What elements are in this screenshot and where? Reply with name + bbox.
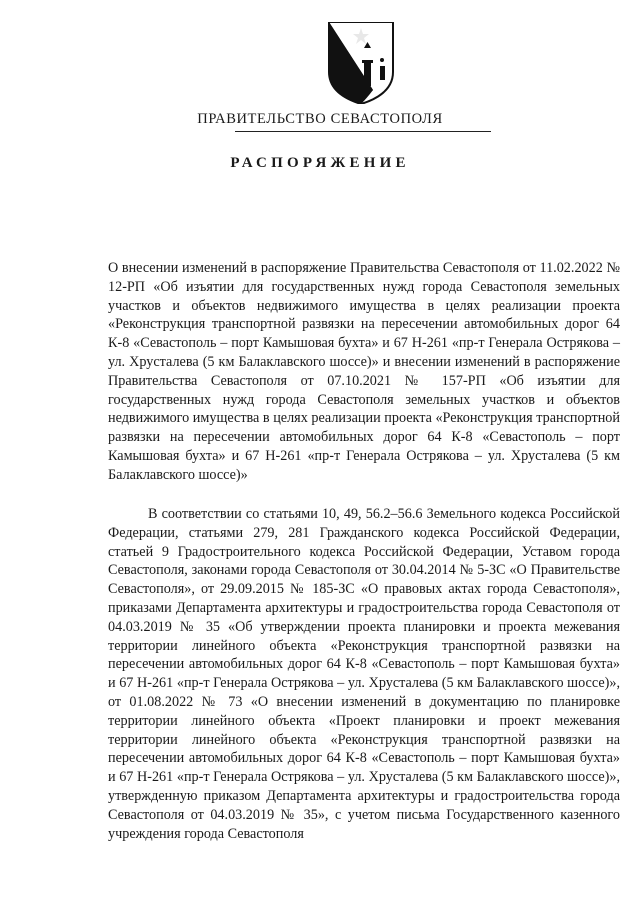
document-type-title: РАСПОРЯЖЕНИЕ [230, 155, 410, 171]
sevastopol-coat-of-arms-emblem [327, 22, 395, 104]
organization-name: ПРАВИТЕЛЬСТВО СЕВАСТОПОЛЯ [197, 111, 443, 127]
document-subject: О внесении изменений в распоряжение Правительства Севастополя от 11.02.2022 № 12-РП «Об изъятии для государственных нужд города Севастополя земельных участков и объектов недвижимого имущества в целях реализации проекта «Реконструкция транспортной развязки на пересечении автомобильных дорог 64 К-8 «Севастополь – порт Камышовая бухта» и 67 Н-261 «пр-т Генерала Острякова – ул. Хрусталева (5 км Балаклавского шоссе)» и внесении изменений в распоряжение Правительства Севастополя от 07.10.2021 № 157-РП «Об изъятии для государственных нужд города Севастополя земельных участков и объектов недвижимого имущества в целях реализации проекта «Реконструкция транспортной развязки на пересечении автомобильных дорог 64 К-8 «Севастополь – порт Камышовая бухта» и 67 Н-261 «пр-т Генерала Острякова – ул. Хрусталева (5 км Балаклавского шоссе)» [108, 260, 620, 483]
header-divider [235, 131, 491, 132]
document-body-paragraph: В соответствии со статьями 10, 49, 56.2–56.6 Земельного кодекса Российской Федерации, статьями 279, 281 Гражданского кодекса Российской Федерации, статьей 9 Градостроительного кодекса Российской Федерации, Уставом города Севастополя, законами города Севастополя от 30.04.2014 № 5-ЗС «О Правительстве Севастополя», от 29.09.2015 № 185-ЗС «О правовых актах города Севастополя», приказами Департамента архитектуры и градостроительства города Севастополя от 04.03.2019 № 35 «Об утверждении проекта планировки и проекта межевания территории линейного объекта «Реконструкция транспортной развязки на пересечении автомобильных дорог 64 К-8 «Севастополь – порт Камышовая бухта» и 67 Н-261 «пр-т Генерала Острякова – ул. Хрусталева (5 км Балаклавского шоссе)», от 01.08.2022 № 73 «О внесении изменений в документацию по планировке территории линейного объекта «Проект планировки и проект межевания территории линейного объекта «Реконструкция транспортной развязки на пересечении автомобильных дорог 64 К-8 «Севастополь – порт Камышовая бухта» и 67 Н-261 «пр-т Генерала Острякова – ул. Хрусталева (5 км Балаклавского шоссе)», утвержденную приказом Департамента архитектуры и градостроительства города Севастополя от 04.03.2019 № 35», с учетом письма Государственного казенного учреждения города Севастополя [108, 506, 620, 842]
